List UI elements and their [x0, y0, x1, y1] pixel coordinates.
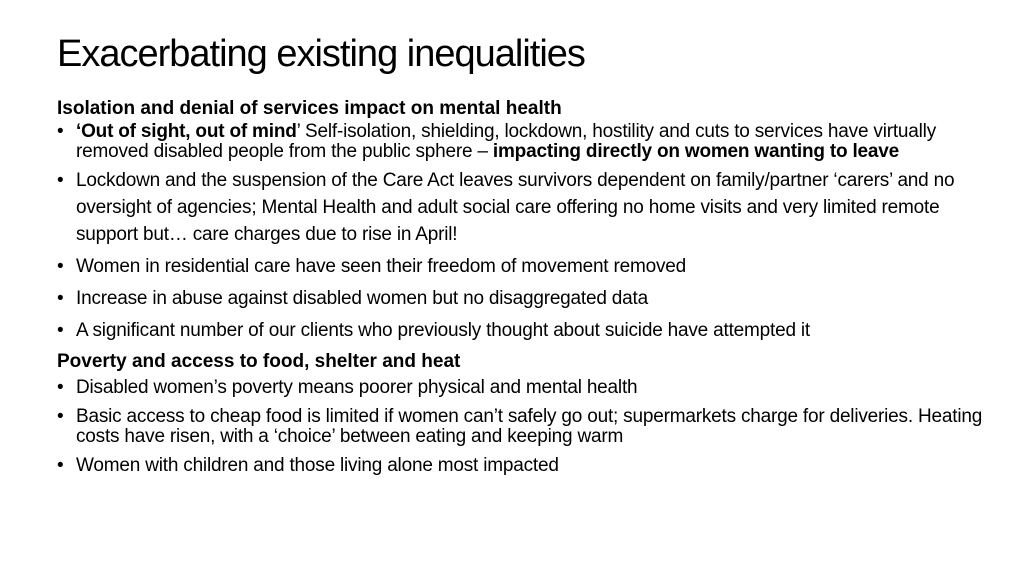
bullet-food-heating	[57, 407, 1002, 447]
bullet-text: Women with children and those living alone most impacted	[76, 455, 559, 476]
bullet-dot: •	[57, 288, 64, 309]
bullet-bold-lead: ‘Out of sight, out of mind	[76, 121, 297, 142]
bullet-poverty-health	[57, 375, 1002, 401]
slide-title: Exacerbating existing inequalities	[57, 33, 585, 75]
bullet-increase-abuse	[57, 286, 1002, 312]
section-heading-isolation: Isolation and denial of services impact on mental health	[57, 98, 562, 119]
bullet-lockdown-care-act	[57, 167, 1002, 248]
bullet-text: ’ Self-isolation, shielding, lockdown, hostility and cuts to services have virtually removed disabled people from the public sphere –	[76, 121, 936, 162]
bullet-suicide	[57, 318, 1002, 344]
bullet-text: Disabled women’s poverty means poorer physical and mental health	[76, 377, 638, 398]
bullet-text: Basic access to cheap food is limited if women can’t safely go out; supermarkets charge for deliveries. Heating costs have risen, with a ‘choice’ between eating and keeping warm	[76, 406, 983, 447]
bullet-out-of-sight	[57, 122, 1002, 162]
bullet-dot: •	[57, 377, 64, 398]
bullet-dot: •	[57, 170, 64, 191]
bullet-text: Lockdown and the suspension of the Care Act leaves survivors dependent on family/partner ‘carers’ and no oversight of agencies; Mental Health and adult social care offering no home visits and very limited remote support but… care charges due to rise in April!	[76, 170, 955, 245]
bullet-women-children	[57, 453, 1002, 479]
bullet-dot: •	[57, 320, 64, 341]
bullet-bold-tail: impacting directly on women wanting to leave	[492, 141, 900, 162]
bullet-dot: •	[57, 455, 64, 476]
bullet-list-poverty	[57, 375, 1002, 479]
bullet-text: Women in residential care have seen their freedom of movement removed	[76, 256, 686, 277]
bullet-text: A significant number of our clients who previously thought about suicide have attempted it	[76, 320, 810, 341]
bullet-dot: •	[57, 406, 64, 427]
bullet-text: Increase in abuse against disabled women but no disaggregated data	[76, 288, 648, 309]
slide-content	[57, 96, 1002, 479]
bullet-list-isolation	[57, 122, 1002, 344]
bullet-dot: •	[57, 256, 64, 277]
bullet-residential-care	[57, 254, 1002, 280]
section-heading-poverty: Poverty and access to food, shelter and heat	[57, 351, 461, 372]
bullet-dot: •	[57, 121, 64, 142]
